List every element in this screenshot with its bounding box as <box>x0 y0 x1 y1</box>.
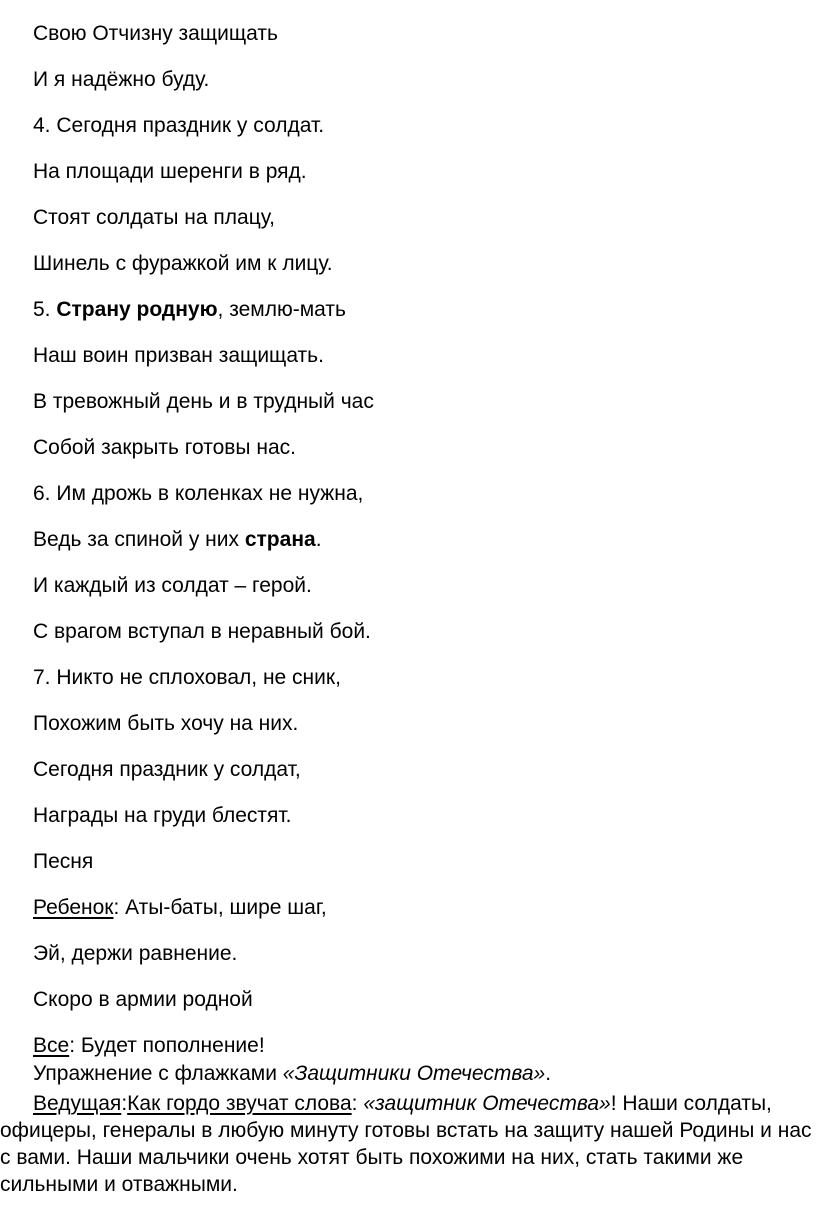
bold-word: страна <box>244 528 316 551</box>
poem-line-11: 6. Им дрожь в коленках не нужна, <box>33 482 364 505</box>
host-phrase: Как гордо звучат слова <box>127 1092 352 1115</box>
poem-line-18: Награды на груди блестят. <box>33 804 292 827</box>
exercise-prefix: Упражнение с флажками <box>33 1062 283 1085</box>
speaker-host: Ведущая <box>33 1092 122 1115</box>
poem-line-14: С врагом вступал в неравный бой. <box>33 620 371 643</box>
poem-line-12 <box>33 528 322 552</box>
host-rest: ! Наши солдаты, офицеры, генералы в любую минуту готовы встать на защиту нашей Родины и нас с вами. Наши мальчики очень хотят быть похожими на них, стать такими же сильными и отважными. <box>0 1092 812 1196</box>
speaker-child: Ребенок <box>33 896 114 919</box>
bold-phrase: Страну родную <box>56 298 218 321</box>
poem-line-21: Эй, держи равнение. <box>33 942 238 965</box>
poem-line-4: На площади шеренги в ряд. <box>33 160 307 183</box>
child-line <box>33 896 327 920</box>
song-label: Песня <box>33 850 94 873</box>
poem-line-15: 7. Никто не сплоховал, не сник, <box>33 666 341 689</box>
poem-line-5: Стоят солдаты на плацу, <box>33 206 275 229</box>
all-text: : Будет пополнение! <box>69 1034 265 1057</box>
speaker-all: Все <box>33 1034 70 1057</box>
exercise-line <box>33 1062 551 1086</box>
poem-line-17: Сегодня праздник у солдат, <box>33 758 301 781</box>
poem-line-16: Похожим быть хочу на них. <box>33 712 299 735</box>
poem-line-1: Свою Отчизну защищать <box>33 22 278 45</box>
exercise-title: «Защитники Отечества» <box>282 1062 546 1085</box>
host-colon: : <box>121 1092 128 1115</box>
verse-prefix: 5. <box>33 298 57 321</box>
poem-line-10: Собой закрыть готовы нас. <box>33 436 296 459</box>
exercise-suffix: . <box>545 1062 552 1085</box>
all-line <box>33 1034 265 1058</box>
verse-prefix: Ведь за спиной у них <box>33 528 245 551</box>
poem-line-13: И каждый из солдат – герой. <box>33 574 312 597</box>
child-text: : Аты-баты, шире шаг, <box>113 896 327 919</box>
poem-line-22: Скоро в армии родной <box>33 988 253 1011</box>
poem-line-7 <box>33 298 346 322</box>
poem-line-6: Шинель с фуражкой им к лицу. <box>33 252 333 275</box>
host-quote: «защитник Отечества» <box>363 1092 611 1115</box>
host-paragraph <box>0 1090 816 1198</box>
host-colon-2: : <box>351 1092 364 1115</box>
poem-line-2: И я надёжно буду. <box>33 68 210 91</box>
poem-line-3: 4. Сегодня праздник у солдат. <box>33 114 325 137</box>
verse-suffix: , землю-мать <box>217 298 346 321</box>
poem-line-8: Наш воин призван защищать. <box>33 344 324 367</box>
poem-line-9: В тревожный день и в трудный час <box>33 390 374 413</box>
verse-suffix: . <box>315 528 322 551</box>
